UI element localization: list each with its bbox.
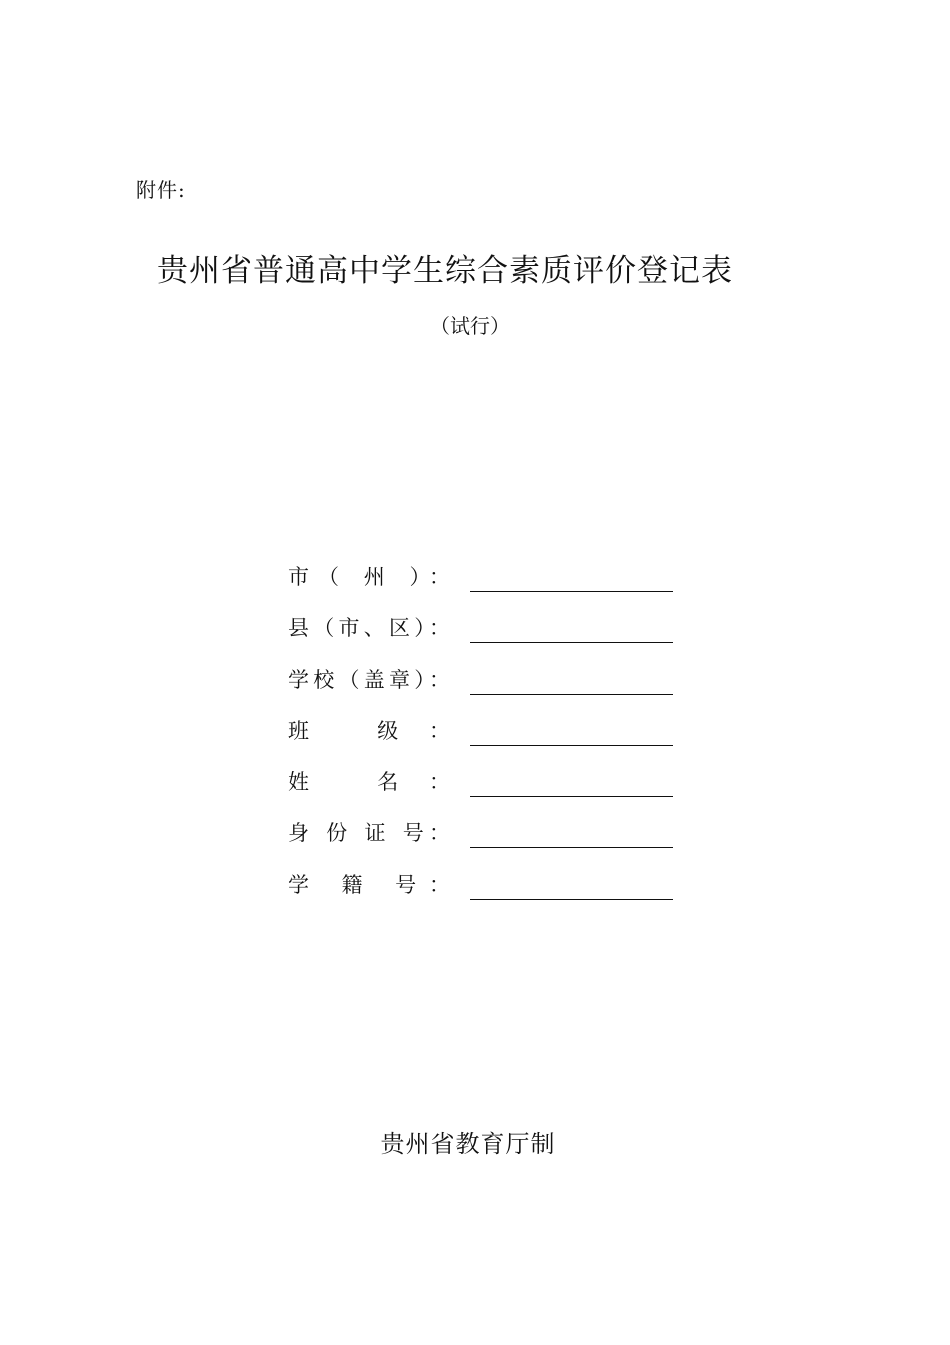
issuer-footer: 贵州省教育厅制	[380, 1130, 556, 1158]
field-class-label: 班 级：	[288, 718, 450, 743]
document-subtitle: （试行）	[430, 314, 510, 338]
field-county-input[interactable]	[470, 642, 673, 643]
field-class	[288, 716, 688, 767]
document-title: 贵州省普通高中学生综合素质评价登记表	[157, 253, 733, 289]
field-id-number-input[interactable]	[470, 847, 673, 848]
field-id-number-label: 身 份 证 号：	[288, 821, 450, 846]
field-student-number-label: 学 籍 号：	[288, 872, 450, 897]
field-city	[288, 562, 688, 613]
attachment-label: 附件:	[136, 178, 186, 202]
field-name-label: 姓 名：	[288, 770, 450, 795]
field-student-number	[288, 870, 688, 921]
field-student-number-input[interactable]	[470, 899, 673, 900]
field-city-input[interactable]	[470, 591, 673, 592]
field-school-label: 学校（盖章）：	[288, 667, 450, 692]
field-school	[288, 665, 688, 716]
field-school-input[interactable]	[470, 694, 673, 695]
field-name	[288, 767, 688, 818]
field-city-label: 市（ 州 ）：	[288, 565, 450, 589]
field-class-input[interactable]	[470, 745, 673, 746]
field-county-label: 县（市、区）：	[288, 616, 450, 641]
field-name-input[interactable]	[470, 796, 673, 797]
field-id-number	[288, 818, 688, 869]
registration-fields	[288, 562, 688, 921]
field-county	[288, 613, 688, 664]
